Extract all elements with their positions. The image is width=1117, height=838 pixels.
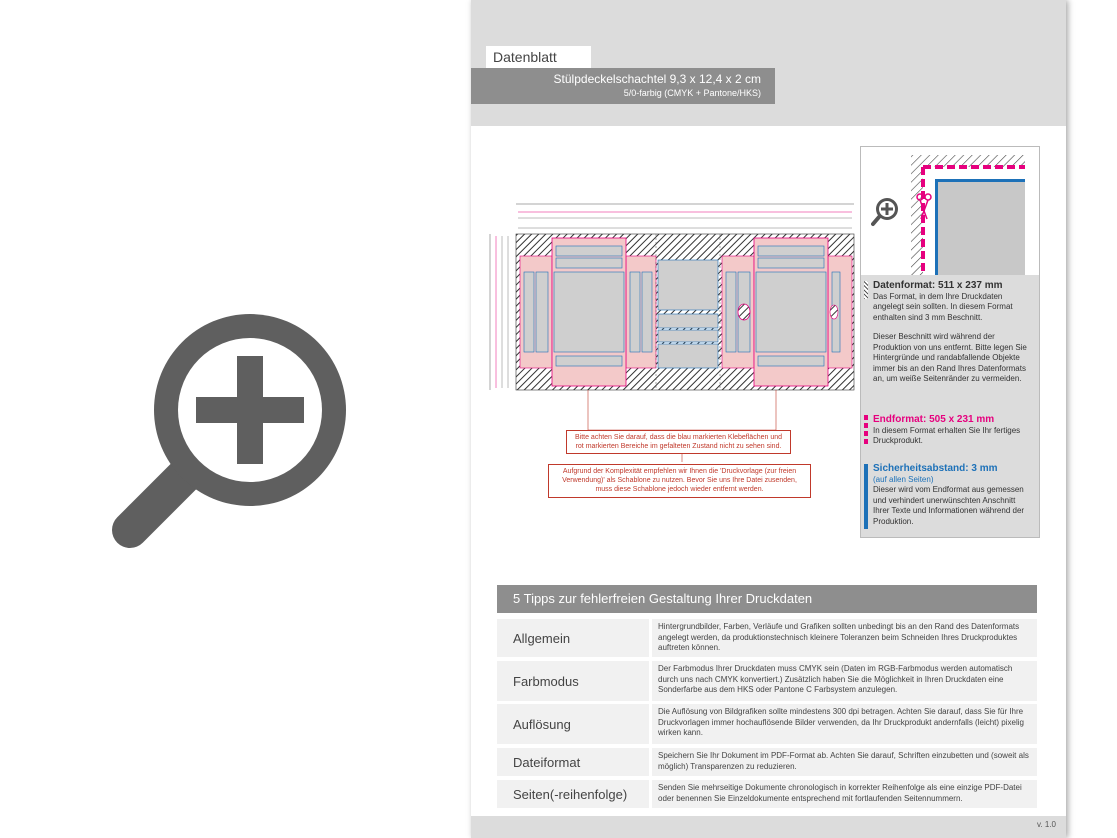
- corner-detail: [861, 147, 1039, 275]
- datasheet-page: [471, 0, 1066, 838]
- color-mode: 5/0-farbig (CMYK + Pantone/HKS): [623, 88, 761, 98]
- tip-text: Der Farbmodus Ihrer Druckdaten muss CMYK sein (Daten im RGB-Farbmodus werden automatisch durch uns nach CMYK konvertiert.) Zusätzlich haben Sie die Möglichkeit in Ihren Druckdaten eine Sonderfarbe aus dem HKS oder Pantone C Farbsystem anzulegen.: [652, 661, 1037, 701]
- tip-row: [497, 619, 1037, 657]
- datenformat-marker: [864, 281, 868, 299]
- tip-row: [497, 661, 1037, 701]
- zoom-in-small-icon[interactable]: [871, 195, 901, 227]
- dieline-diagram: [476, 190, 866, 510]
- datenformat-heading: Datenformat: 511 x 237 mm: [873, 280, 1003, 291]
- tip-label: Farbmodus: [497, 661, 649, 701]
- tip-text: Die Auflösung von Bildgrafiken sollte mindestens 300 dpi betragen. Achten Sie darauf, dass Sie für Ihre Druckvorlagen immer hochauflösende Bilder verwenden, da Ihr Druckprodukt andernfalls (leicht) pixelig wirken kann.: [652, 704, 1037, 744]
- tip-text: Speichern Sie Ihr Dokument im PDF-Format ab. Achten Sie darauf, Schriften einzubetten und (soweit als möglich) Transparenzen zu reduzieren.: [652, 748, 1037, 776]
- page-title: Datenblatt: [486, 46, 591, 68]
- sicherheit-sub: (auf allen Seiten): [873, 474, 934, 484]
- product-name: Stülpdeckelschachtel 9,3 x 12,4 x 2 cm: [553, 72, 761, 86]
- endformat-heading: Endformat: 505 x 231 mm: [873, 414, 995, 425]
- glue-area-note: Bitte achten Sie darauf, dass die blau markierten Klebeflächen und rot markierten Bereiche im gefalteten Zustand nicht zu sehen sind.: [566, 430, 791, 454]
- sicherheit-heading: Sicherheitsabstand: 3 mm: [873, 463, 998, 474]
- sicherheit-marker: [864, 464, 868, 529]
- version-label: v. 1.0: [1037, 820, 1056, 829]
- template-note: Aufgrund der Komplexität empfehlen wir Ihnen die 'Druckvorlage (zur freien Verwendung)' als Schablone zu nutzen. Bevor Sie uns Ihre Datei zusenden, muss diese Schablone jedoch wieder entfernt werden.: [548, 464, 811, 498]
- legend-sicherheit: [873, 464, 1033, 527]
- sicherheit-text: Dieser wird vom Endformat aus gemessen und verhindert unerwünschten Anschnitt Ihrer Texte und Informationen während der Produktion.: [873, 485, 1025, 526]
- tip-row: [497, 780, 1037, 808]
- legend-panel: [860, 146, 1040, 538]
- tip-text: Senden Sie mehrseitige Dokumente chronologisch in korrekter Reihenfolge als eine einzige PDF-Datei oder benennen Sie Einzeldokumente entsprechend mit fortlaufenden Seitennummern.: [652, 780, 1037, 808]
- tip-label: Allgemein: [497, 619, 649, 657]
- tip-row: [497, 704, 1037, 744]
- datenformat-text: Das Format, in dem Ihre Druckdaten angelegt sein sollten. In diesem Format enthalten sind 3 mm Beschnitt.: [873, 291, 1013, 322]
- legend-datenformat: [873, 281, 1033, 385]
- tips-title: 5 Tipps zur fehlerfreien Gestaltung Ihrer Druckdaten: [497, 585, 1037, 613]
- tip-label: Dateiformat: [497, 748, 649, 776]
- endformat-text: In diesem Format erhalten Sie Ihr fertiges Druckprodukt.: [873, 425, 1021, 445]
- zoom-in-icon[interactable]: [100, 280, 420, 580]
- datenformat-text2: Dieser Beschnitt wird während der Produktion von uns entfernt. Bitte legen Sie Hintergründe und randabfallende Objekte immer bis an den Rand Ihres Datenformats an, um weiße Seitenränder zu vermeiden.: [873, 332, 1027, 383]
- tip-row: [497, 748, 1037, 776]
- tip-text: Hintergrundbilder, Farben, Verläufe und Grafiken sollten unbedingt bis an den Rand des Datenformats angelegt werden, da produktionstechnisch kleinere Toleranzen beim Schneiden Ihres Druckproduktes auftreten können.: [652, 619, 1037, 657]
- tip-label: Seiten(-reihenfolge): [497, 780, 649, 808]
- product-bar: [471, 68, 775, 104]
- legend-endformat: [873, 415, 1033, 447]
- endformat-marker: [864, 415, 868, 445]
- tip-label: Auflösung: [497, 704, 649, 744]
- footer-band: [471, 816, 1066, 838]
